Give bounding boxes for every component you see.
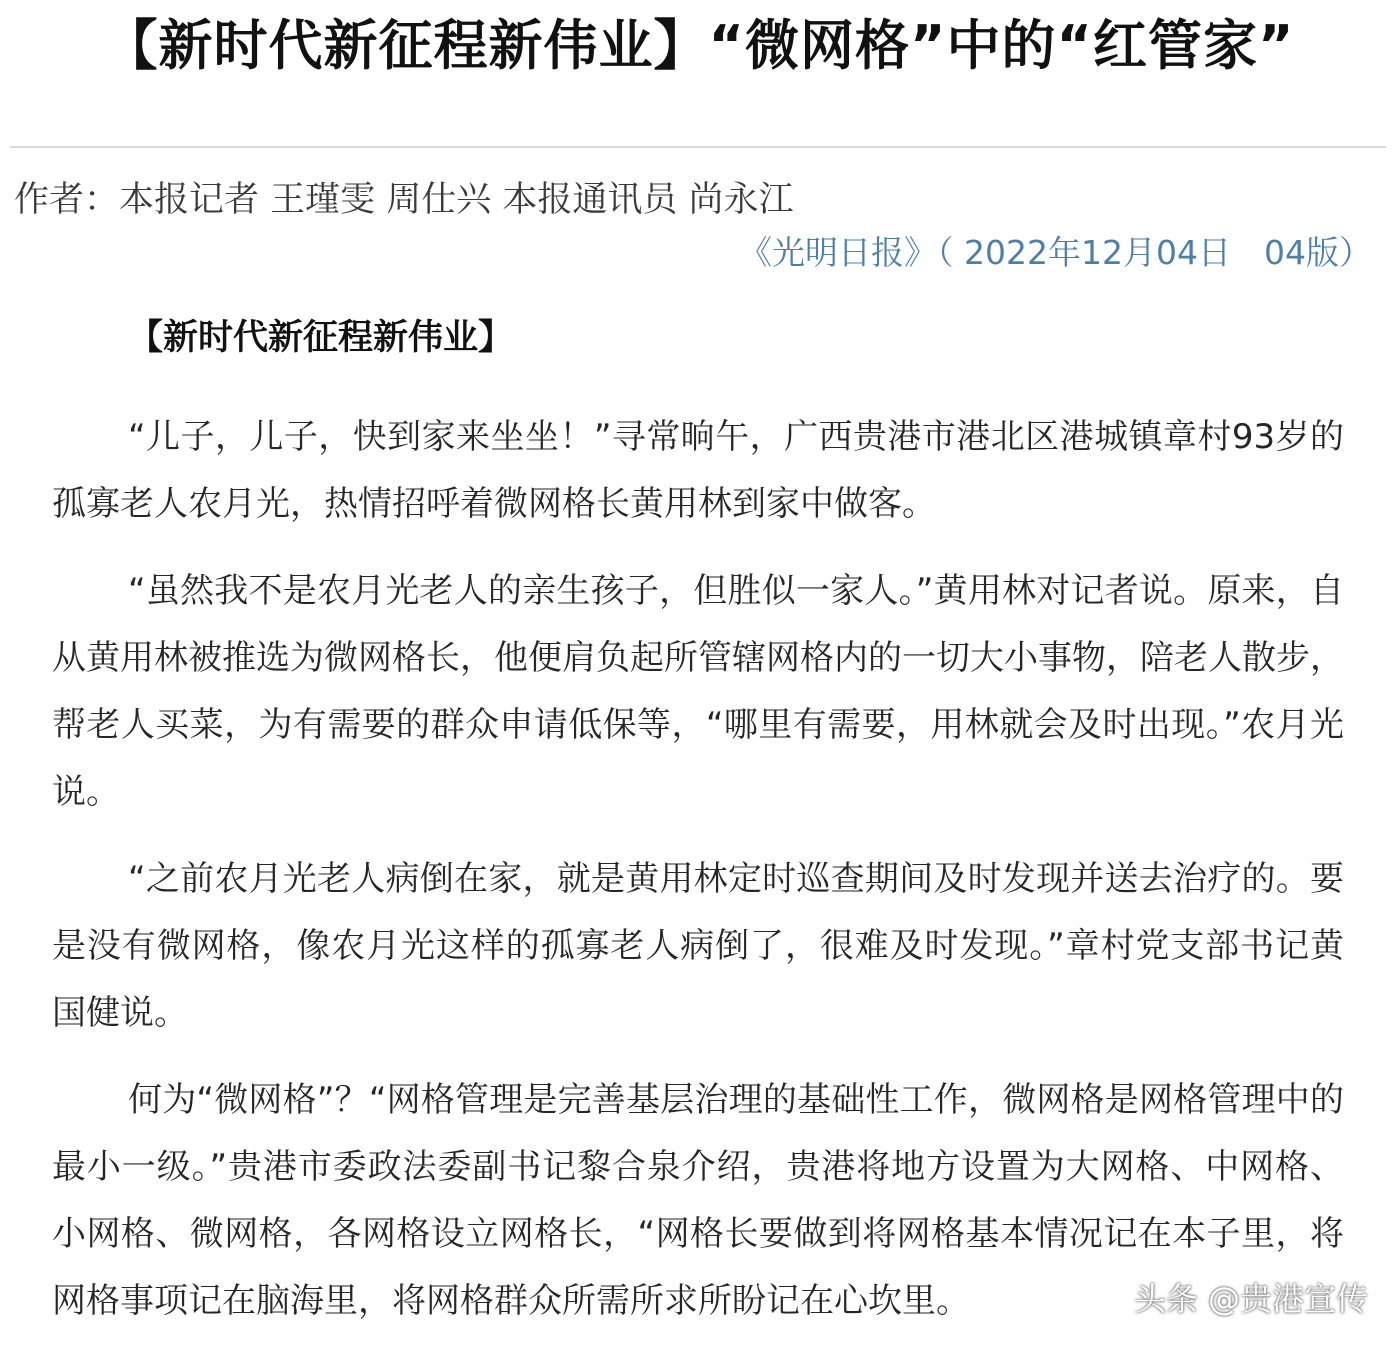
- paragraph: “之前农月光老人病倒在家，就是黄用林定时巡查期间及时发现并送去治疗的。要是没有微网格，像农月光这样的孤寡老人病倒了，很难及时发现。”章村党支部书记黄国健说。: [52, 859, 1344, 1033]
- paragraph: “儿子，儿子，快到家来坐坐！”寻常晌午，广西贵港市港北区港城镇章村93岁的孤寡老人农月光，热情招呼着微网格长黄用林到家中做客。: [52, 417, 1344, 524]
- article-headline: 【新时代新征程新伟业】“微网格”中的“红管家”: [103, 14, 1295, 77]
- paragraph: 何为“微网格”？“网格管理是完善基层治理的基础性工作，微网格是网格管理中的最小一级。”贵港市委政法委副书记黎合泉介绍，贵港将地方设置为大网格、中网格、小网格、微网格，各网格设立网格长，“网格长要做到将网格基本情况记在本子里，将网格事项记在脑海里，将网格群众所需所求所盼记在心坎里。: [52, 1080, 1344, 1321]
- author-byline: 作者：本报记者 王瑾雯 周仕兴 本报通讯员 尚永江: [14, 180, 794, 220]
- publication-source[interactable]: 《光明日报》（ 2022年12月04日 04版）: [739, 233, 1372, 272]
- paragraph: “虽然我不是农月光老人的亲生孩子，但胜似一家人。”黄用林对记者说。原来，自从黄用林被推选为微网格长，他便肩负起所管辖网格内的一切大小事物，陪老人散步，帮老人买菜，为有需要的群众申请低保等，“哪里有需要，用林就会及时出现。”农月光说。: [52, 571, 1344, 812]
- title-divider: [10, 146, 1386, 148]
- watermark: 头条 @贵港宣传: [1133, 1280, 1368, 1318]
- article-body: [52, 310, 1344, 1355]
- section-title: 【新时代新征程新伟业】: [128, 318, 514, 358]
